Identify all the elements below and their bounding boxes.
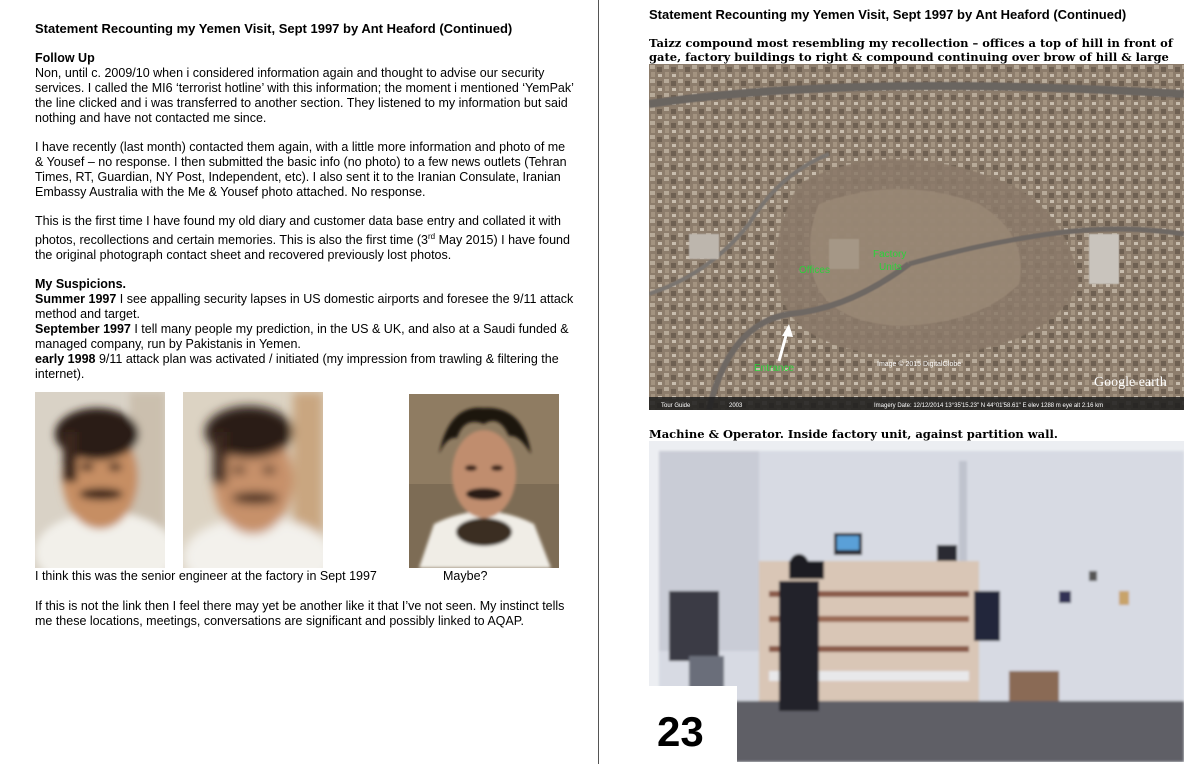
machine-caption: Machine & Operator. Inside factory unit, against partition wall. [649, 427, 1058, 441]
map-copyright: Image © 2015 DigitalGlobe [877, 361, 962, 368]
engineer-photo-1 [35, 392, 165, 568]
paragraph-hotline: Non, until c. 2009/10 when i considered information again and thought to advise our security services. I called the MI6 ‘terrorist hotline’ with this information; the moment i mentioned ‘YemPak’ the line clicked and i was transferred to another section. They listened to my information but said nothing and have not contacted me since. [35, 66, 574, 125]
imagery-info: Imagery Date: 12/12/2014 13°35'15.23" N 44°01'58.61" E elev 1288 m eye alt 2.16 km [874, 403, 1104, 409]
map-label-units: Units [879, 262, 902, 273]
paragraph-contact: I have recently (last month) contacted them again, with a little more information and photo of me & Yousef – no response. I then submitted the basic info (no photo) to a few news outlets (Tehran Times, RT, Guardian, NY Post, Independent, etc). I also sent it to the Iranian Consulate, Iranian Embassy Australia with the Me & Yousef photo attached. No response. [35, 140, 567, 199]
suspicions-heading: My Suspicions. [35, 277, 126, 292]
frame-number: 23 [657, 708, 704, 755]
map-label-factory: Factory [873, 249, 907, 260]
page-divider [598, 0, 599, 764]
google-earth-logo: Google earth [1094, 375, 1167, 390]
suspicion-sept-1997: September 1997 I tell many people my prediction, in the US & UK, and also at a Saudi funded & managed company, run by Pakistanis in Yemen. [35, 322, 569, 352]
year-label: 2003 [729, 403, 743, 409]
left-body [35, 51, 575, 382]
left-page-title: Statement Recounting my Yemen Visit, Sept 1997 by Ant Heaford (Continued) [35, 21, 513, 36]
right-page-title: Statement Recounting my Yemen Visit, Sept 1997 by Ant Heaford (Continued) [649, 7, 1127, 22]
maybe-caption: Maybe? [443, 569, 488, 583]
factory-photo [649, 441, 1184, 762]
engineer-photo-2 [183, 392, 323, 568]
suspicion-summer-1997: Summer 1997 I see appalling security lapses in US domestic airports and foresee the 9/11 attack method and target. [35, 292, 574, 322]
map-caption: Taizz compound most resembling my recollection – offices a top of hill in front of gate, factory buildings to right & compound continuing over brow of hill & large [649, 36, 1173, 64]
comparison-photo [409, 394, 559, 568]
map-label-entrance: Entrance [754, 363, 795, 374]
engineer-caption: I think this was the senior engineer at the factory in Sept 1997 [35, 569, 377, 583]
suspicion-early-1998: early 1998 9/11 attack plan was activated / initiated (my impression from trawling & filtering the internet). [35, 352, 559, 382]
closing-paragraph: If this is not the link then I feel there may yet be another like it that I’ve not seen. My instinct tells me these locations, meetings, conversations are significant and possibly linked to AQAP. [35, 599, 565, 628]
follow-up-heading: Follow Up [35, 51, 95, 65]
satellite-map [649, 64, 1184, 410]
map-label-offices: Offices [799, 265, 830, 276]
tour-guide-label: Tour Guide [661, 403, 691, 409]
paragraph-diary: This is the first time I have found my old diary and customer data base entry and collated it with photos, recollections and certain memories. This is also the first time (3rd May 2015) I have found the original photograph contact sheet and recovered previously lost photos. [35, 214, 570, 263]
